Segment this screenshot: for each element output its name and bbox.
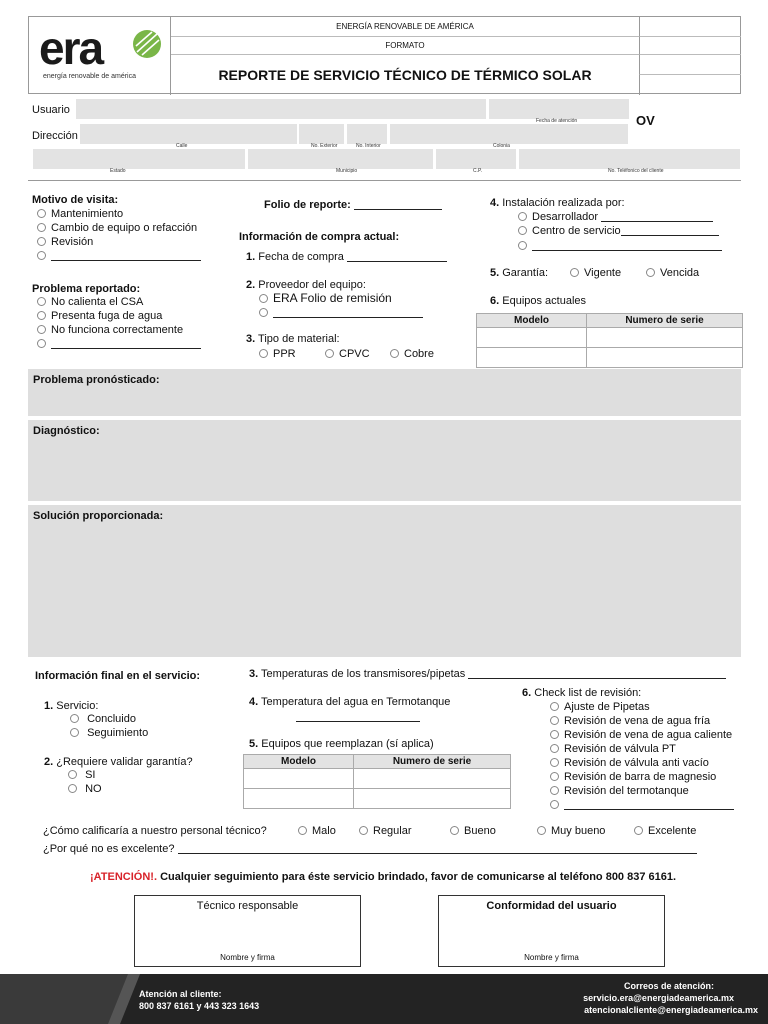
correos-title: Correos de atención: (623, 981, 714, 991)
checklist-item[interactable]: Revisión de barra de magnesio (550, 771, 716, 783)
fecha-atencion-caption: Fecha de atención (536, 118, 578, 124)
table-row[interactable] (244, 769, 511, 789)
format-label: FORMATO (171, 37, 639, 55)
radio-icon (68, 770, 77, 779)
radio-icon (37, 209, 46, 218)
no-interior-caption: No. Interior (356, 143, 381, 149)
radio-icon (518, 212, 527, 221)
municipio-field[interactable] (248, 149, 433, 169)
material-label: 3. Tipo de material: (246, 333, 340, 345)
radio-icon (390, 349, 399, 358)
motivo-other[interactable] (37, 250, 201, 262)
radio-icon (68, 784, 77, 793)
radio-icon (70, 728, 79, 737)
equipos-label: 6. Equipos actuales (490, 295, 587, 307)
rating-question: ¿Cómo calificaría a nuestro personal técnico? (43, 825, 267, 837)
servicio-label: 1. Servicio: (44, 700, 99, 712)
garantia-label: 5. Garantía: (490, 267, 549, 279)
usuario-field[interactable] (76, 99, 486, 119)
header-box (639, 37, 741, 55)
radio-icon (37, 311, 46, 320)
atencion-phones: 800 837 6161 y 443 323 1643 (139, 1001, 260, 1011)
radio-icon (550, 800, 559, 809)
logo-word: era (39, 22, 103, 74)
why-field[interactable]: ¿Por qué no es excelente? (43, 843, 697, 855)
final-title: Información final en el servicio: (35, 670, 201, 682)
municipio-caption: Municipio (336, 168, 358, 174)
temperaturas-field[interactable]: 3. Temperaturas de los transmisores/pipetas (249, 668, 726, 680)
diagnostico-box[interactable] (28, 420, 741, 501)
proveedor-other[interactable] (259, 307, 423, 319)
logo-leaf-icon (132, 28, 162, 60)
telefono-caption: No. Teléfonico del cliente (608, 168, 664, 174)
col-serie: Numero de serie (354, 755, 511, 769)
pronosticado-box[interactable] (28, 369, 741, 416)
radio-icon (518, 241, 527, 250)
cp-caption: C.P. (473, 168, 483, 174)
instalacion-option[interactable]: Desarrollador (518, 211, 713, 223)
pronosticado-title: Problema pronósticado: (33, 374, 160, 386)
footer (0, 974, 768, 1024)
report-title: REPORTE DE SERVICIO TÉCNICO DE TÉRMICO SOLAR (218, 67, 592, 83)
colonia-caption: Colonia (493, 143, 510, 149)
rating-malo[interactable]: Malo (298, 825, 336, 837)
logo-tagline: energía renovable de américa (43, 73, 137, 80)
checklist-label: 6. Check list de revisión: (522, 687, 642, 699)
problema-option[interactable]: Presenta fuga de agua (37, 310, 162, 322)
checklist-item[interactable]: Revisión de válvula PT (550, 743, 676, 755)
fecha-atencion-field[interactable] (489, 99, 629, 119)
motivo-option[interactable]: Mantenimiento (37, 208, 123, 220)
radio-icon (550, 730, 559, 739)
estado-caption: Estado (110, 168, 126, 174)
temp-agua-line[interactable] (296, 721, 420, 722)
no-exterior-field[interactable] (299, 124, 344, 144)
table-row[interactable] (477, 328, 743, 348)
garantia-no[interactable]: NO (68, 783, 102, 795)
solucion-box[interactable] (28, 505, 741, 657)
reemplazan-table (243, 754, 511, 809)
checklist-item[interactable]: Revisión del termotanque (550, 785, 689, 797)
instalacion-option[interactable]: Centro de servicio (518, 225, 719, 237)
radio-icon (550, 702, 559, 711)
no-interior-field[interactable] (347, 124, 387, 144)
problema-other[interactable] (37, 338, 201, 350)
usuario-signature-box[interactable] (438, 895, 665, 967)
checklist-item[interactable]: Revisión de válvula anti vacío (550, 757, 709, 769)
radio-icon (37, 251, 46, 260)
problema-title: Problema reportado: (32, 283, 141, 295)
company-name: ENERGÍA RENOVABLE DE AMÉRICA (171, 17, 639, 37)
material-cpvc[interactable]: CPVC (325, 348, 370, 360)
reemplazan-label: 5. Equipos que reemplazan (sí aplica) (249, 738, 434, 750)
table-row[interactable] (477, 348, 743, 368)
direccion-label: Dirección (32, 130, 78, 142)
radio-icon (518, 226, 527, 235)
header-box (639, 55, 741, 75)
radio-icon (550, 744, 559, 753)
radio-icon (37, 325, 46, 334)
rating-regular[interactable]: Regular (359, 825, 412, 837)
radio-icon (359, 826, 368, 835)
instalacion-label: 4. Instalación realizada por: (490, 197, 625, 209)
radio-icon (570, 268, 579, 277)
ov-label: OV (636, 113, 655, 128)
rating-muy-bueno[interactable]: Muy bueno (537, 825, 605, 837)
radio-icon (259, 294, 268, 303)
col-serie: Numero de serie (587, 314, 743, 328)
motivo-title: Motivo de visita: (32, 194, 119, 206)
header-box (639, 75, 741, 95)
correo-servicio[interactable]: servicio.era@energiadeamerica.mx (583, 993, 734, 1003)
era-logo (29, 17, 171, 95)
cp-field[interactable] (436, 149, 516, 169)
table-row[interactable] (244, 789, 511, 809)
radio-icon (259, 349, 268, 358)
usuario-label: Usuario (32, 104, 70, 116)
radio-icon (550, 786, 559, 795)
calle-caption: Calle (176, 143, 188, 149)
telefono-field[interactable] (519, 149, 740, 169)
temp-agua-label: 4. Temperatura del agua en Termotanque (249, 696, 451, 708)
problema-option[interactable]: No funciona correctamente (37, 324, 183, 336)
col-modelo: Modelo (244, 755, 354, 769)
checklist-item[interactable]: Ajuste de Pipetas (550, 701, 650, 713)
garantia-vigente[interactable]: Vigente (570, 267, 621, 279)
checklist-item[interactable]: Revisión de vena de agua fría (550, 715, 710, 727)
motivo-option[interactable]: Cambio de equipo o refacción (37, 222, 197, 234)
header-table (28, 16, 741, 94)
material-cobre[interactable]: Cobre (390, 348, 434, 360)
checklist-item[interactable]: Revisión de vena de agua caliente (550, 729, 732, 741)
calle-field[interactable] (80, 124, 297, 144)
problema-option[interactable]: No calienta el CSA (37, 296, 143, 308)
radio-icon (550, 758, 559, 767)
footer-decoration (0, 974, 140, 1024)
radio-icon (298, 826, 307, 835)
radio-icon (259, 308, 268, 317)
garantia-vencida[interactable]: Vencida (646, 267, 699, 279)
motivo-option[interactable]: Revisión (37, 236, 93, 248)
servicio-option[interactable]: Concluido (70, 713, 136, 725)
radio-icon (537, 826, 546, 835)
no-exterior-caption: No. Exterior (311, 143, 338, 149)
radio-icon (550, 772, 559, 781)
proveedor-label: 2. Proveedor del equipo: (246, 279, 366, 291)
garantia-si[interactable]: SI (68, 769, 95, 781)
radio-icon (37, 339, 46, 348)
radio-icon (325, 349, 334, 358)
equipos-table (476, 313, 743, 368)
atencion-title: Atención al cliente: (139, 989, 222, 999)
radio-icon (550, 716, 559, 725)
radio-icon (634, 826, 643, 835)
rating-excelente[interactable]: Excelente (634, 825, 696, 837)
radio-icon (37, 237, 46, 246)
instalacion-other[interactable] (518, 240, 722, 252)
material-ppr[interactable]: PPR (259, 348, 296, 360)
compra-title: Información de compra actual: (239, 231, 400, 243)
divider (28, 180, 741, 181)
radio-icon (37, 223, 46, 232)
diagnostico-title: Diagnóstico: (33, 425, 100, 437)
radio-icon (646, 268, 655, 277)
radio-icon (450, 826, 459, 835)
nombre-firma-caption: Nombre y firma (220, 953, 275, 962)
fecha-compra-field[interactable]: 1. Fecha de compra (246, 251, 447, 263)
proveedor-option[interactable]: ERA Folio de remisión (259, 291, 392, 305)
nombre-firma-caption: Nombre y firma (524, 953, 579, 962)
tecnico-signature-box[interactable] (134, 895, 361, 967)
tecnico-title: Técnico responsable (196, 900, 299, 912)
validar-garantia-label: 2. ¿Requiere validar garantía? (44, 756, 193, 768)
col-modelo: Modelo (477, 314, 587, 328)
header-box (639, 17, 741, 37)
estado-field[interactable] (33, 149, 245, 169)
attention-notice: ¡ATENCIÓN!. Cualquier seguimiento para éste servicio brindado, favor de comunicarse al teléfono 800 837 6161. (90, 871, 677, 883)
radio-icon (70, 714, 79, 723)
radio-icon (37, 297, 46, 306)
checklist-other[interactable] (550, 799, 734, 811)
rating-bueno[interactable]: Bueno (450, 825, 496, 837)
folio-field[interactable]: Folio de reporte: (264, 199, 442, 211)
colonia-field[interactable] (390, 124, 628, 144)
usuario-conformidad-title: Conformidad del usuario (486, 900, 617, 912)
servicio-option[interactable]: Seguimiento (70, 727, 148, 739)
correo-atencion[interactable]: atencionalcliente@energiadeamerica.mx (584, 1005, 758, 1015)
solucion-title: Solución proporcionada: (33, 510, 164, 522)
